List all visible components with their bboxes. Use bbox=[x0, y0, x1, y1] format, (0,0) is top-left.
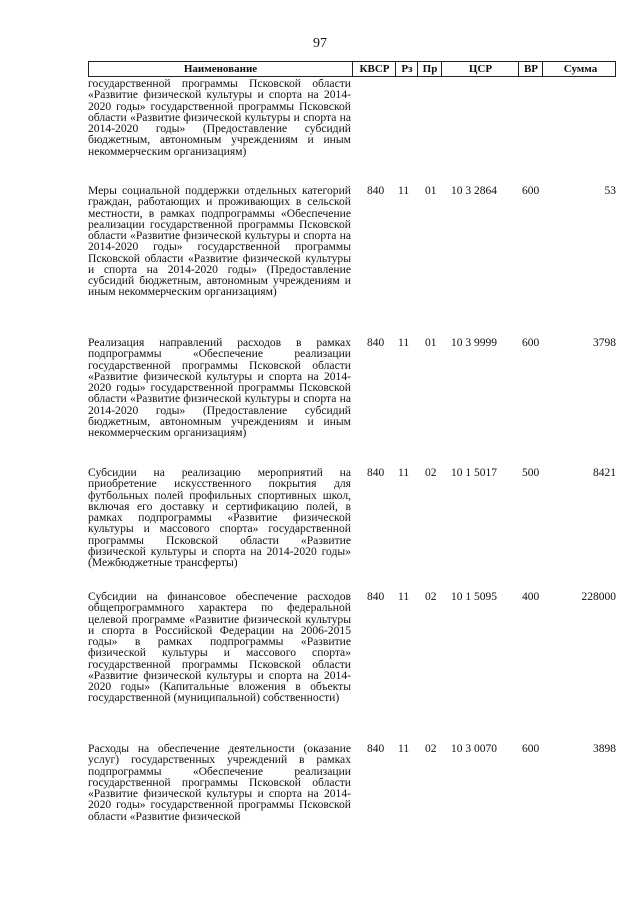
row-vr: 600 bbox=[522, 337, 540, 349]
header-rz: Рз bbox=[395, 62, 418, 76]
row-pr: 01 bbox=[425, 185, 437, 197]
row-description: Расходы на обеспечение деятельности (оказание услуг) государственных учреждений в рамках подпрограммы «Обеспечение реализации государственной программы Псковской области «Развитие физической культуры и спорта на 2014-2020 годы» государственной программы Псковской области «Развитие физической bbox=[88, 742, 351, 823]
row-pr: 02 bbox=[425, 467, 437, 479]
row-description: Реализация направлений расходов в рамках подпрограммы «Обеспечение реализации государственной программы Псковской области «Развитие физической культуры и спорта на 2014-2020 годы» государственной программы Псковской области «Развитие физической культуры и спорта на 2014-2020 годы» (Предоставление субсидий бюджетным, автономным учреждениям и иным некоммерческим организациям) bbox=[88, 336, 351, 439]
row-sum: 3898 bbox=[593, 743, 616, 755]
row-csr: 10 1 5095 bbox=[451, 591, 497, 603]
header-vr: ВР bbox=[518, 62, 543, 76]
row-vr: 500 bbox=[522, 467, 540, 479]
row-vr: 600 bbox=[522, 743, 540, 755]
row-kvsr: 840 bbox=[367, 337, 385, 349]
row-description: Субсидии на реализацию мероприятий на приобретение искусственного покрытия для футбольных полей профильных спортивных школ, включая его доставку и сертификацию полей, в рамках подпрограммы «Развитие физической культуры и массового спорта» государственной программы Псковской области «Развитие физической культуры и спорта на 2014-2020 годы» (Межбюджетные трансферты) bbox=[88, 466, 351, 569]
row-sum: 228000 bbox=[581, 591, 616, 603]
header-kvsr: КВСР bbox=[352, 62, 396, 76]
row-rz: 11 bbox=[398, 185, 410, 197]
row-csr: 10 3 0070 bbox=[451, 743, 497, 755]
row-kvsr: 840 bbox=[367, 591, 385, 603]
row-pr: 02 bbox=[425, 591, 437, 603]
row-pr: 02 bbox=[425, 743, 437, 755]
row-rz: 11 bbox=[398, 467, 410, 479]
row-rz: 11 bbox=[398, 743, 410, 755]
page-number: 97 bbox=[313, 36, 327, 51]
row-csr: 10 1 5017 bbox=[451, 467, 497, 479]
header-pr: Пр bbox=[417, 62, 442, 76]
row-sum: 8421 bbox=[593, 467, 616, 479]
row-sum: 53 bbox=[604, 185, 616, 197]
row-vr: 400 bbox=[522, 591, 540, 603]
header-csr: ЦСР bbox=[441, 62, 519, 76]
header-sum: Сумма bbox=[542, 62, 618, 76]
row-sum: 3798 bbox=[593, 337, 616, 349]
row-vr: 600 bbox=[522, 185, 540, 197]
row-description: Субсидии на финансовое обеспечение расходов общепрограммного характера по федеральной целевой программе «Развитие физической культуры и спорта в Российской Федерации на 2006-2015 годы» в рамках подпрограммы «Развитие физической культуры и массового спорта» государственной программы Псковской области «Развитие физической культуры и спорта на 2014-2020 годы» (Капитальные вложения в объекты государственной (муниципальной) собственности) bbox=[88, 590, 351, 705]
row-description: Меры социальной поддержки отдельных категорий граждан, работающих и проживающих в сельской местности, в рамках подпрограммы «Обеспечение реализации государственной программы Псковской области «Развитие физической культуры и спорта на 2014-2020 годы» государственной программы Псковской области «Развитие физической культуры и спорта на 2014-2020 годы» (Предоставление субсидий бюджетным, автономным учреждениям и иным некоммерческим организациям) bbox=[88, 184, 351, 299]
row-pr: 01 bbox=[425, 337, 437, 349]
row-kvsr: 840 bbox=[367, 743, 385, 755]
table-header bbox=[88, 61, 616, 77]
row-csr: 10 3 9999 bbox=[451, 337, 497, 349]
row-rz: 11 bbox=[398, 591, 410, 603]
header-name: Наименование bbox=[183, 63, 258, 75]
row-description: государственной программы Псковской области «Развитие физической культуры и спорта на 2014-2020 годы» государственной программы Псковской области «Развитие физической культуры и спорта на 2014-2020 годы» (Предоставление субсидий бюджетным, автономным учреждениям и иным некоммерческим организациям) bbox=[88, 77, 351, 158]
row-csr: 10 3 2864 bbox=[451, 185, 497, 197]
row-rz: 11 bbox=[398, 337, 410, 349]
row-kvsr: 840 bbox=[367, 185, 385, 197]
row-kvsr: 840 bbox=[367, 467, 385, 479]
